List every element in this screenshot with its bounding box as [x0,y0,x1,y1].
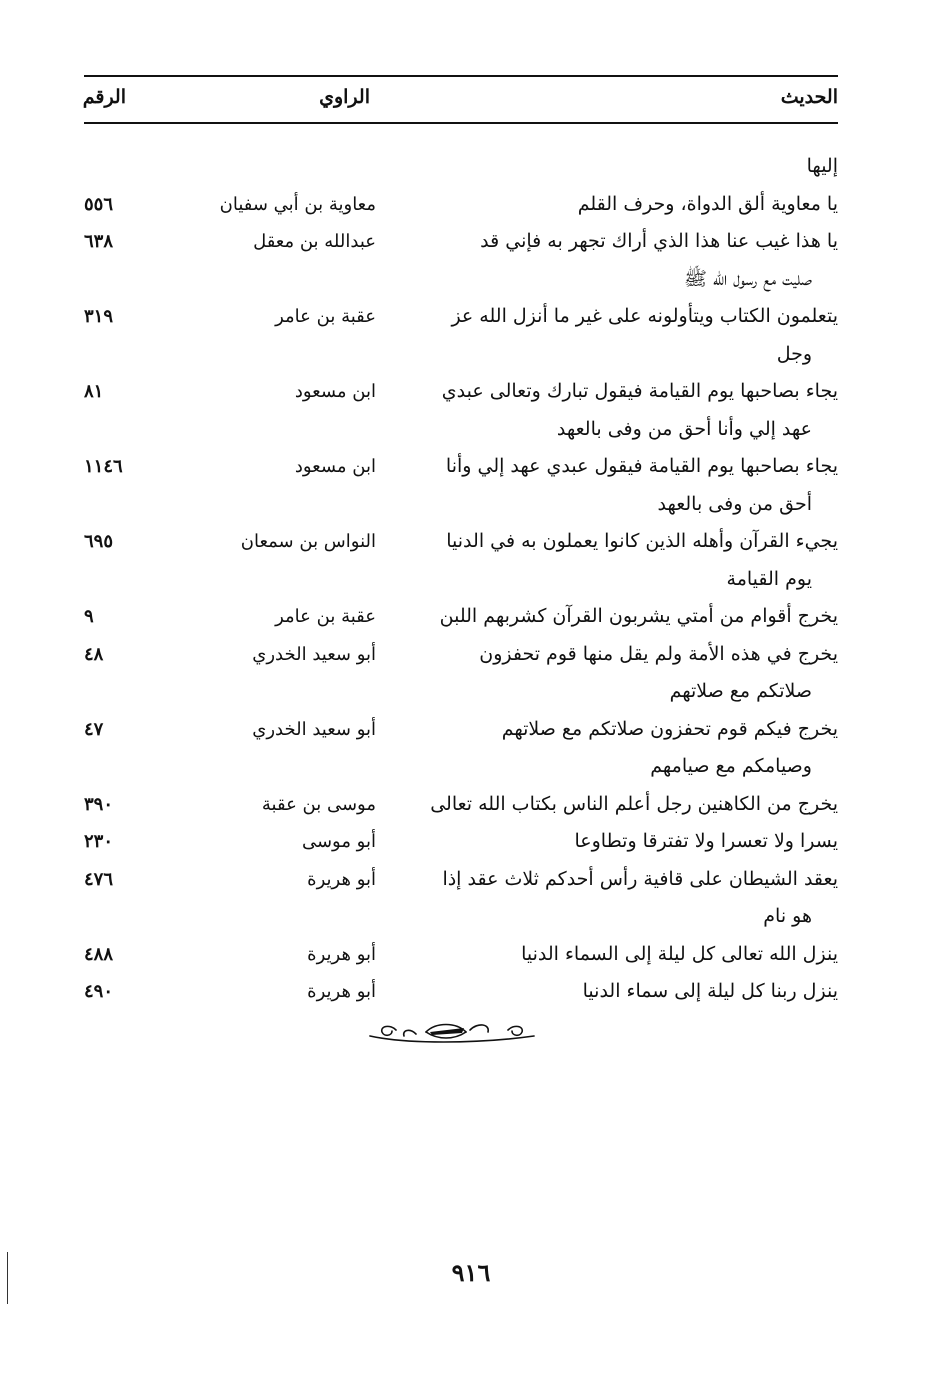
hadith-text [406,186,838,224]
hadith-line: يجاء بصاحبها يوم القيامة فيقول تبارك وتعالى عبدي [441,380,838,402]
hadith-line: ينزل الله تعالى كل ليلة إلى السماء الدنيا [521,942,838,965]
hadith-number: ٣١٩ [84,306,114,327]
page-number: ٩١٦ [451,1258,491,1287]
header-top-rule [84,75,838,77]
hadith-text [406,223,838,298]
hadith-text [406,148,838,186]
hadith-number: ٤٨ [84,643,104,665]
hadith-number: ٢٣٠ [84,831,114,852]
hadith-continuation-line: وجل [776,342,812,365]
narrator-name: أبو هريرة [307,868,376,890]
hadith-text [406,636,838,711]
hadith-line: يسرا ولا تعسرا ولا تفترقا وتطاوعا [574,830,838,852]
hadith-number: ٣٩٠ [84,793,114,815]
table-row [84,223,838,298]
hadith-text [406,823,838,861]
table-row [84,936,838,974]
table-row [84,523,838,598]
table-row [84,786,838,824]
narrator-name: أبو هريرة [307,981,376,1002]
narrator-name: أبو سعيد الخدري [252,718,376,740]
table-row [84,823,838,861]
table-row [84,148,838,186]
column-header-narrator: الراوي [319,86,370,108]
narrator-name: موسى بن عقبة [261,793,376,815]
hadith-line: يا معاوية ألق الدواة، وحرف القلم [577,192,838,215]
hadith-continuation-line: يوم القيامة [726,567,812,590]
table-row [84,973,838,1011]
hadith-number: ٥٥٦ [84,193,114,215]
header-bottom-rule [84,122,838,124]
hadith-text [406,523,838,598]
narrator-name: عقبة بن عامر [275,306,376,327]
column-header-number: الرقم [82,86,126,108]
table-row [84,298,838,373]
hadith-number: ٨١ [84,381,104,402]
table-row [84,711,838,786]
hadith-line: يخرج في هذه الأمة ولم يقل منها قوم تحفزون [479,642,838,665]
narrator-name: أبو هريرة [307,943,376,965]
hadith-text [406,298,838,373]
hadith-text [406,711,838,786]
hadith-number: ١١٤٦ [84,456,123,477]
hadith-continuation-line: صلاتكم مع صلاتهم [669,680,812,702]
hadith-text [406,861,838,936]
narrator-name: النواس بن سمعان [240,531,376,552]
hadith-number: ٦٣٨ [84,231,114,252]
hadith-text [406,936,838,974]
hadith-line: يخرج من الكاهنين رجل أعلم الناس بكتاب الله تعالى [430,792,838,815]
table-row [84,448,838,523]
narrator-name: ابن مسعود [294,456,376,477]
hadith-number: ٤٨٨ [84,943,114,965]
hadith-continuation-line: وصيامكم مع صيامهم [650,755,812,777]
hadith-line: يخرج أقوام من أمتي يشربون القرآن كشربهم اللبن [439,605,838,627]
table-row [84,861,838,936]
hadith-line: ينزل ربنا كل ليلة إلى سماء الدنيا [582,980,838,1002]
hadith-line: يجاء بصاحبها يوم القيامة فيقول عبدي عهد إلي وأنا [445,455,838,477]
hadith-text [406,598,838,636]
narrator-name: عبدالله بن معقل [253,231,376,252]
column-header-hadith: الحديث [780,86,838,108]
hadith-number: ٤٧٦ [84,868,114,890]
narrator-name: أبو موسى [301,831,376,852]
hadith-number: ٤٧ [84,718,104,740]
narrator-name: عقبة بن عامر [275,606,376,627]
narrator-name: معاوية بن أبي سفيان [219,193,376,215]
table-row [84,186,838,224]
hadith-number: ٦٩٥ [84,531,114,552]
narrator-name: أبو سعيد الخدري [252,643,376,665]
hadith-index-table [84,148,838,1011]
hadith-number: ٩ [84,606,94,627]
hadith-text [406,448,838,523]
hadith-text [406,973,838,1011]
hadith-line: يتعلمون الكتاب ويتأولونه على غير ما أنزل الله عز [451,305,838,327]
hadith-number: ٤٩٠ [84,981,114,1002]
hadith-line: يا هذا غيب عنا هذا الذي أراك تجهر به فإني قد [480,230,838,252]
ornament-divider-icon [366,1014,538,1048]
hadith-continuation-line: صليت مع رسول الله ﷺ [683,267,812,290]
hadith-continuation-line: عهد إلي وأنا أحق من وفى بالعهد [556,417,812,440]
table-row [84,598,838,636]
hadith-continuation-line: أحق من وفى بالعهد [657,492,812,515]
table-row [84,636,838,711]
hadith-line: يعقد الشيطان على قافية رأس أحدكم ثلاث عقد إذا [442,867,838,890]
table-row [84,373,838,448]
narrator-name: ابن مسعود [294,381,376,402]
hadith-line: إليها [806,155,838,177]
hadith-line: يجيء القرآن وأهله الذين كانوا يعملون به في الدنيا [446,530,838,552]
hadith-text [406,373,838,448]
hadith-continuation-line: هو نام [763,905,812,927]
hadith-line: يخرج فيكم قوم تحفزون صلاتكم مع صلاتهم [501,717,838,740]
hadith-text [406,786,838,824]
